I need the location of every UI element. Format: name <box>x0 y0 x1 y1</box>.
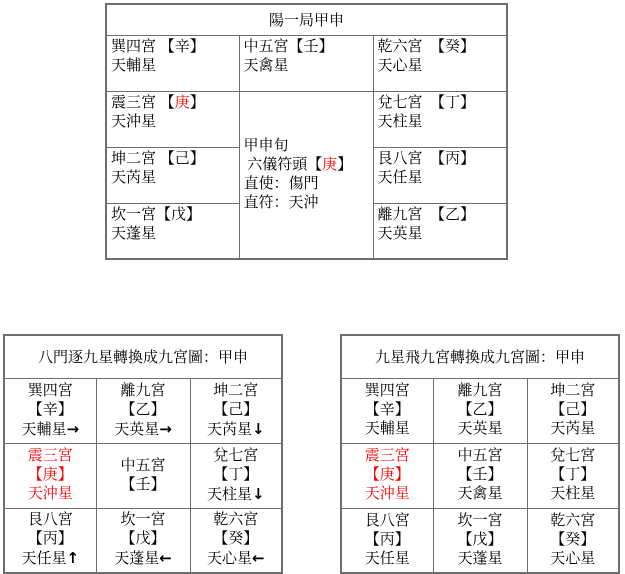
star-name: 天柱星 <box>550 486 596 502</box>
zhifu-star-label: 直符：天沖 <box>243 194 319 211</box>
palace-name: 兌七宮 【丁】 <box>377 94 476 111</box>
stem-label: 【戊】 <box>457 531 503 548</box>
palace-name: 乾六宮 <box>550 512 596 529</box>
stem-label: 【丙】 <box>364 531 410 548</box>
palace-name: 坤二宮 <box>550 383 596 399</box>
gate-chart <box>3 334 283 574</box>
stem-label: 【辛】 <box>364 402 410 418</box>
palace-name: 中五宮 <box>120 457 166 474</box>
gate-cell-zhong5 <box>96 443 190 508</box>
palace-name: 中五宮【壬】 <box>243 38 334 55</box>
palace-cell-zhong5 <box>239 35 373 91</box>
palace-name: 兌七宮 <box>550 448 596 464</box>
direction-arrow: → <box>159 419 172 438</box>
stem-label: 【辛】 <box>27 401 73 418</box>
palace-name: 坎一宮【戊】 <box>111 206 202 223</box>
star-name: 天芮星 <box>550 421 596 437</box>
stem-label: 【庚】 <box>364 467 410 483</box>
direction-arrow: ↓ <box>251 484 265 503</box>
palace-name: 中五宮 <box>457 448 503 464</box>
star-name: 天禽星 <box>243 57 289 74</box>
palace-name: 離九宮 【乙】 <box>377 206 476 223</box>
palace-name: 乾六宮 【癸】 <box>377 38 476 55</box>
gate-chart-title: 八門逐九星轉換成九宮圖：甲申 <box>4 335 282 378</box>
palace-name: 兌七宮 <box>213 447 259 464</box>
star-name: 天英星→ <box>114 419 172 438</box>
palace-cell-gen8 <box>373 147 507 203</box>
stem-label: 【己】 <box>213 401 259 418</box>
palace-cell-zhen3 <box>106 91 239 147</box>
palace-name: 巽四宮 <box>364 383 410 399</box>
star-name: 天心星← <box>206 549 265 568</box>
xun-head-info-cell <box>239 91 373 259</box>
stem-label: 【癸】 <box>550 531 596 548</box>
star-name: 天禽星 <box>457 486 503 502</box>
direction-arrow: → <box>66 419 80 438</box>
palace-name: 坤二宮 【己】 <box>111 150 205 167</box>
star-name: 天沖星 <box>27 486 73 502</box>
main-qimen-chart <box>105 3 508 260</box>
star-chart-title: 九星飛九宮轉換成九宮圖：甲申 <box>341 335 619 378</box>
star-name: 天任星 <box>377 169 423 186</box>
red-stem: 庚 <box>322 156 338 173</box>
palace-name: 坎一宮 <box>457 512 503 529</box>
palace-name: 巽四宮 【辛】 <box>111 38 205 55</box>
gate-cell-zhen3 <box>4 443 96 508</box>
palace-name: 震三宮 【庚】 <box>111 94 205 111</box>
palace-cell-xun4 <box>106 35 239 91</box>
direction-arrow: ↓ <box>251 419 265 438</box>
star-name: 天英星 <box>457 421 503 437</box>
direction-arrow: ← <box>159 549 172 568</box>
palace-name: 乾六宮 <box>213 512 259 529</box>
palace-name: 艮八宮 <box>27 512 73 529</box>
stem-label: 【丁】 <box>550 467 596 483</box>
palace-name: 巽四宮 <box>27 382 73 399</box>
star-name: 天輔星 <box>111 57 157 74</box>
star-name: 天任星↑ <box>21 549 80 568</box>
star-cell-zhen3 <box>341 443 433 508</box>
liuyi-futou-label: 六儀符頭【庚】 <box>243 156 353 173</box>
star-cell-xun4 <box>341 378 433 443</box>
palace-name: 離九宮 <box>120 382 166 399</box>
star-name: 天蓬星← <box>114 549 172 568</box>
gate-cell-qian6 <box>190 508 282 573</box>
main-chart-title: 陽一局甲申 <box>106 4 507 35</box>
star-cell-gen8 <box>341 508 433 573</box>
red-stem: 庚 <box>174 94 190 111</box>
star-cell-dui7 <box>527 443 619 508</box>
palace-cell-kan1 <box>106 203 239 259</box>
star-cell-kun2 <box>527 378 619 443</box>
star-name: 天輔星 <box>364 421 410 437</box>
palace-name: 離九宮 <box>457 383 503 399</box>
stem-label: 【癸】 <box>213 531 259 548</box>
star-name: 天沖星 <box>364 486 410 502</box>
star-name: 天柱星↓ <box>206 484 265 503</box>
star-name: 天英星 <box>377 225 423 242</box>
stem-label: 【丙】 <box>27 531 73 548</box>
star-name: 天心星 <box>550 550 596 567</box>
palace-name: 震三宮 <box>364 448 410 464</box>
xun-period-label: 甲申旬 <box>243 137 289 154</box>
star-cell-qian6 <box>527 508 619 573</box>
palace-name: 艮八宮 【丙】 <box>377 150 476 167</box>
palace-cell-dui7 <box>373 91 507 147</box>
star-chart <box>340 334 620 574</box>
palace-cell-kun2 <box>106 147 239 203</box>
star-name: 天蓬星 <box>111 225 157 242</box>
palace-name: 坤二宮 <box>213 382 259 399</box>
star-name: 天輔星→ <box>21 419 80 438</box>
palace-cell-qian6 <box>373 35 507 91</box>
palace-name: 艮八宮 <box>364 512 410 529</box>
gate-cell-li9 <box>96 378 190 443</box>
palace-cell-li9 <box>373 203 507 259</box>
palace-name: 震三宮 <box>27 448 73 464</box>
star-name: 天柱星 <box>377 113 423 130</box>
star-name: 天沖星 <box>111 113 157 130</box>
star-name: 天芮星 <box>111 169 157 186</box>
stem-label: 【丁】 <box>213 466 259 483</box>
star-cell-zhong5 <box>433 443 527 508</box>
star-cell-li9 <box>433 378 527 443</box>
stem-label: 【壬】 <box>457 467 503 483</box>
stem-label: 【戊】 <box>120 531 166 548</box>
gate-cell-kun2 <box>190 378 282 443</box>
star-name: 天芮星↓ <box>206 419 265 438</box>
stem-label: 【庚】 <box>27 467 73 483</box>
stem-label: 【壬】 <box>120 476 166 493</box>
stem-label: 【乙】 <box>120 401 166 418</box>
gate-cell-dui7 <box>190 443 282 508</box>
gate-cell-gen8 <box>4 508 96 573</box>
direction-arrow: ↑ <box>66 549 80 568</box>
zhishi-gate-label: 直使：傷門 <box>243 175 319 192</box>
star-name: 天任星 <box>364 550 410 567</box>
palace-name: 坎一宮 <box>120 512 166 529</box>
gate-cell-xun4 <box>4 378 96 443</box>
star-cell-kan1 <box>433 508 527 573</box>
stem-label: 【己】 <box>550 402 596 418</box>
stem-label: 【乙】 <box>457 402 503 418</box>
direction-arrow: ← <box>251 549 265 568</box>
gate-cell-kan1 <box>96 508 190 573</box>
star-name: 天蓬星 <box>457 550 503 567</box>
star-name: 天心星 <box>377 57 423 74</box>
